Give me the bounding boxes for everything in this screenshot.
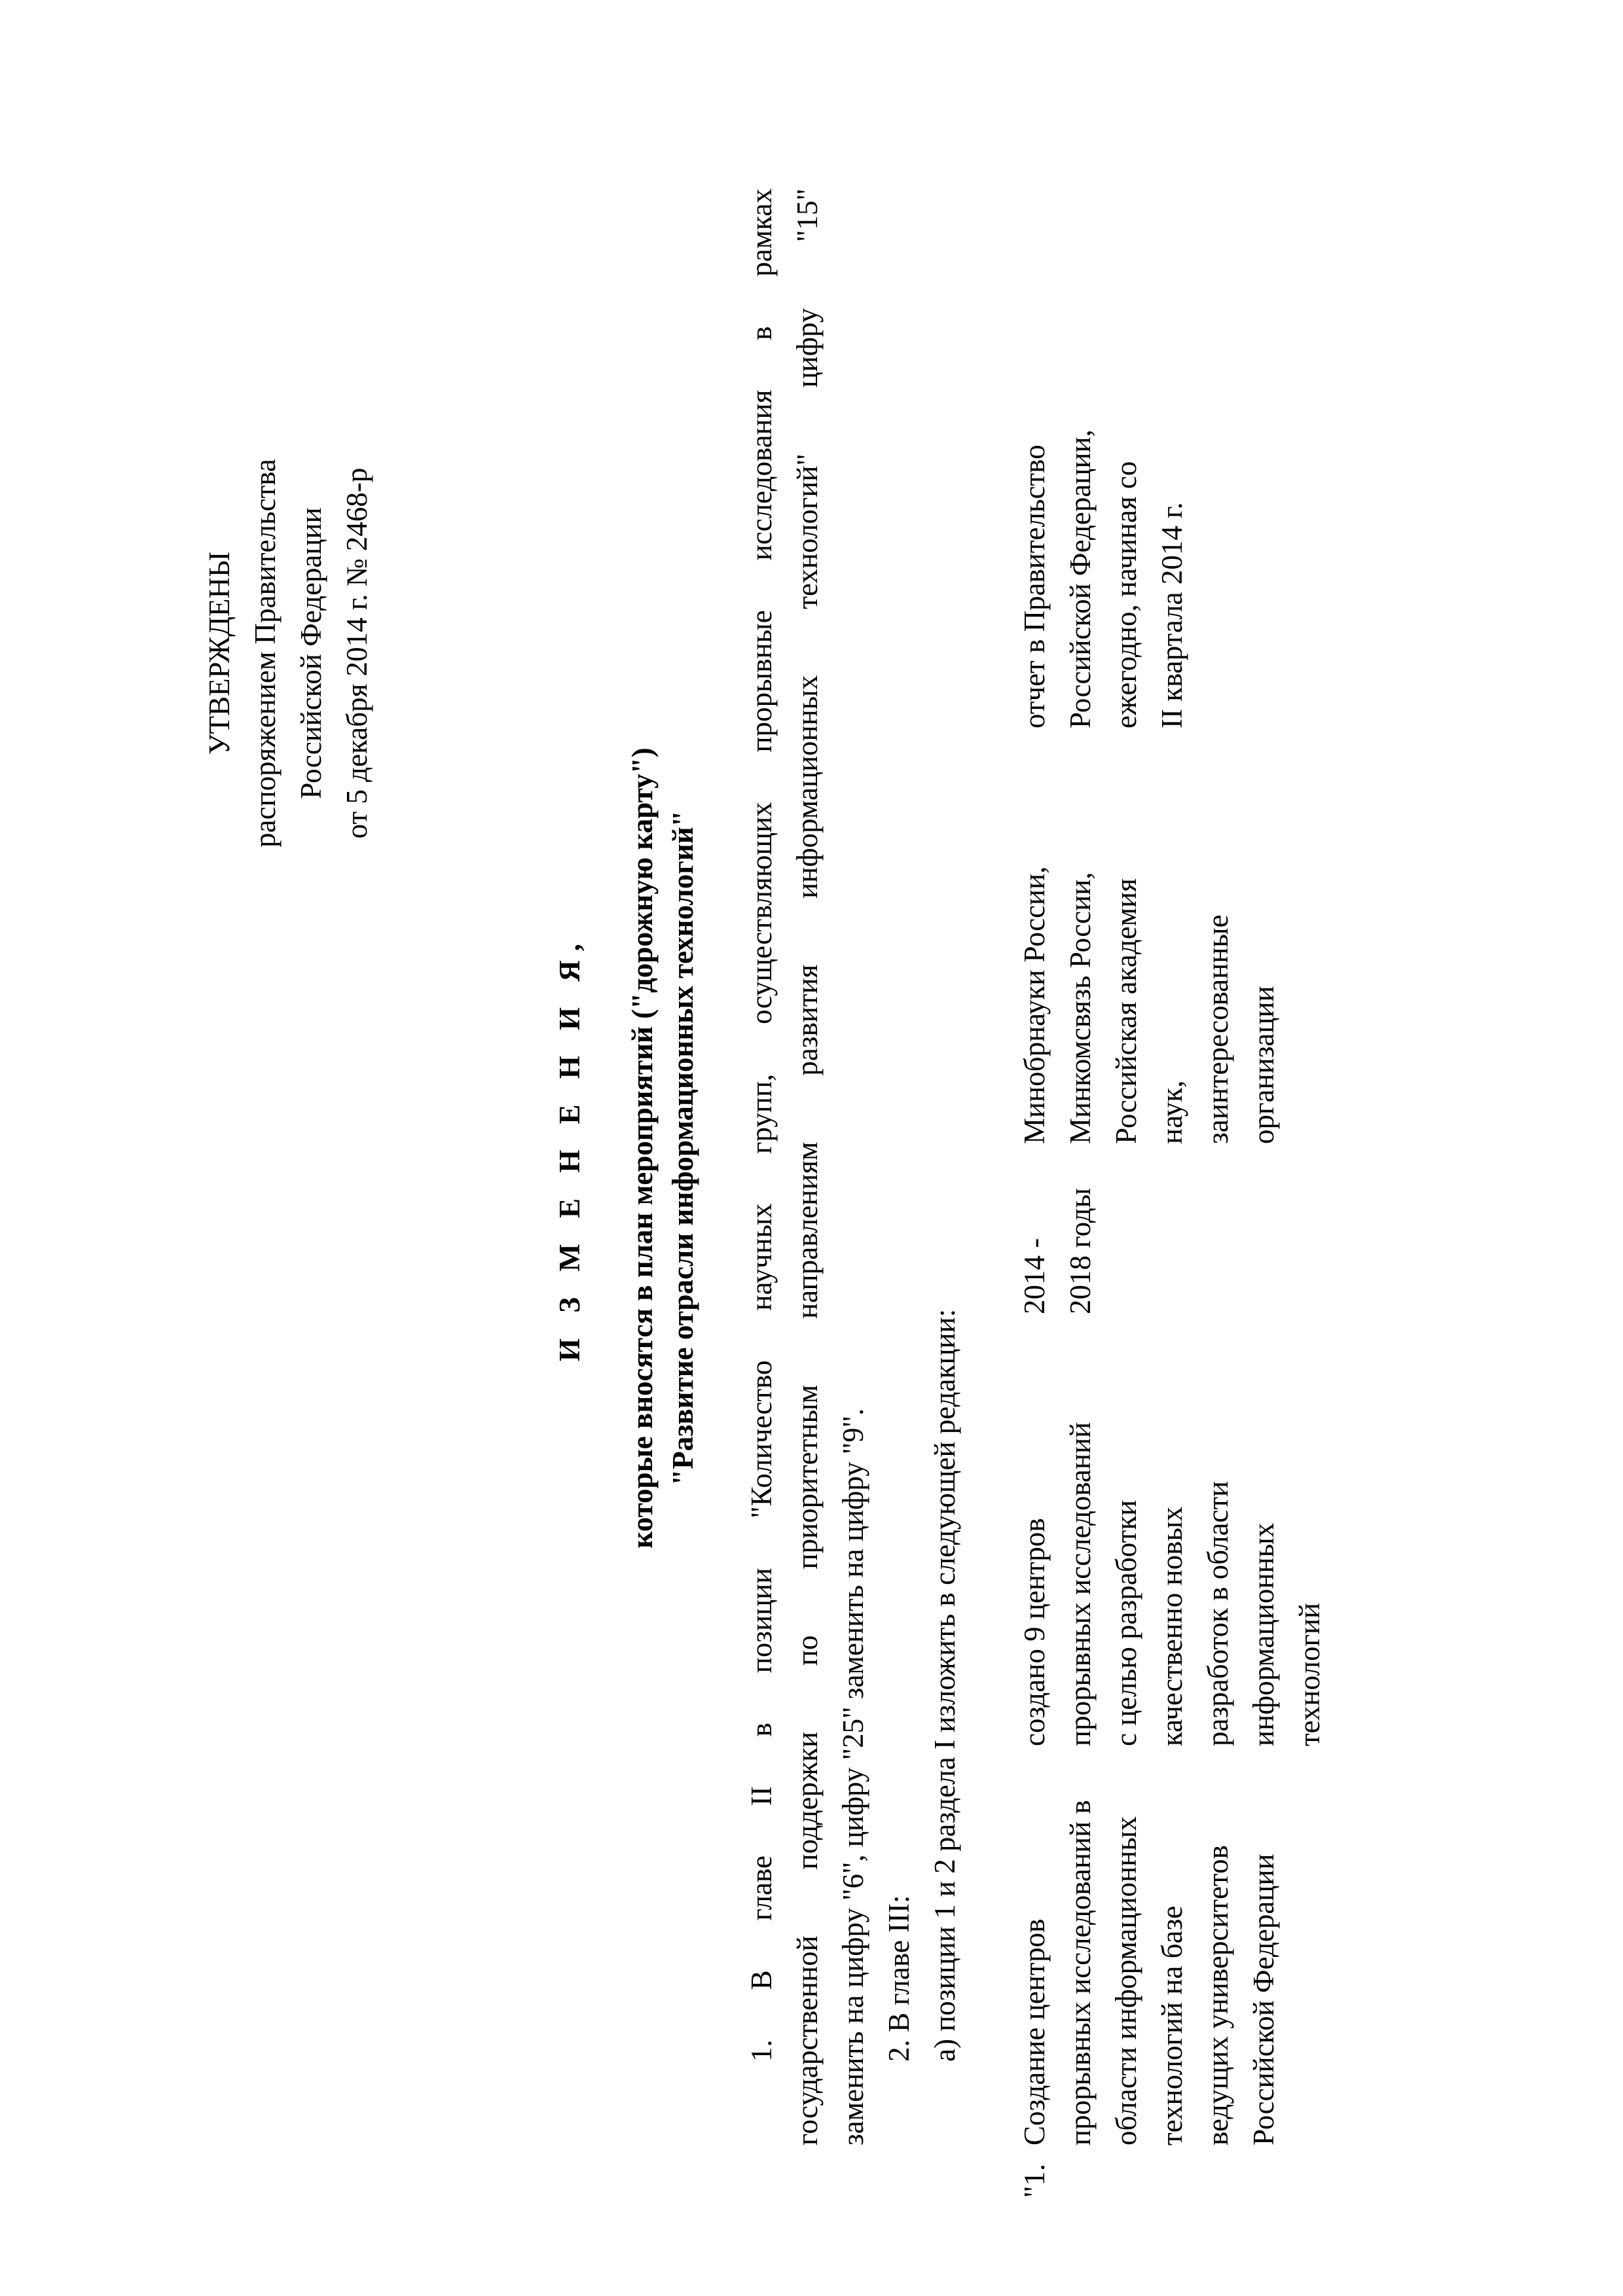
paragraph-1-line-2: государственной поддержки по приоритетным направлениям развития информационных технологий" цифру "15": [791, 188, 824, 2145]
responsible-line: Минобрнауки России,: [1018, 866, 1051, 1144]
activity-line: технологий на базе: [1156, 1905, 1188, 2145]
title-subtitle-2: "Развитие отрасли информационных технологий": [666, 810, 699, 1486]
period-line: 2018 годы: [1064, 1188, 1097, 1314]
result-cell: [1012, 1347, 1332, 1746]
report-line: Российской Федерации,: [1064, 429, 1097, 728]
result-line: создано 9 центров: [1018, 1518, 1051, 1746]
responsible-line: наук,: [1156, 1080, 1188, 1144]
responsible-line: заинтересованные: [1201, 914, 1234, 1144]
approval-line-1: УТВЕРЖДЕНЫ: [203, 551, 236, 755]
document-body: [739, 188, 968, 2145]
activity-cell: [1012, 1746, 1286, 2145]
responsible-cell: [1012, 751, 1286, 1144]
title-subtitle-1: которые вносятся в план мероприятий ("дорожную карту"): [626, 747, 659, 1549]
approval-line-3: Российской Федерации: [295, 507, 327, 799]
document-title: [543, 0, 703, 2296]
activity-line: Российской Федерации: [1247, 1854, 1280, 2145]
result-line: технологий: [1293, 1602, 1326, 1746]
report-line: отчет в Правительство: [1018, 444, 1051, 728]
activity-line: ведущих университетов: [1201, 1845, 1234, 2145]
approval-block: [196, 326, 380, 980]
row-number-text: "1.: [1018, 2163, 1051, 2198]
responsible-line: Минкомсвязь России,: [1064, 872, 1097, 1144]
approval-line-4: от 5 декабря 2014 г. № 2468-р: [340, 467, 373, 839]
report-line: II квартала 2014 г.: [1156, 502, 1188, 728]
report-cell: [1012, 336, 1195, 728]
result-line: качественно новых: [1156, 1506, 1188, 1746]
activity-line: Создание центров: [1018, 1918, 1051, 2145]
title-heading: И З М Е Н Е Н И Я,: [553, 935, 586, 1362]
activity-line: области информационных: [1110, 1816, 1142, 2145]
period-cell: [1012, 1177, 1103, 1314]
row-number: [1012, 2152, 1057, 2198]
result-line: информационных: [1247, 1522, 1280, 1746]
approval-line-2: распоряжением Правительства: [249, 459, 282, 848]
report-line: ежегодно, начиная со: [1110, 461, 1142, 728]
paragraph-1-line-1: 1. В главе II в позиции "Количество научных групп, осуществляющих прорывные исследования в рамках: [745, 188, 778, 2062]
paragraph-3: а) позиции 1 и 2 раздела I изложить в следующей редакции:: [928, 1308, 961, 2062]
activity-line: прорывных исследований в: [1064, 1800, 1097, 2145]
paragraph-1-line-3: заменить на цифру "6", цифру "25" заменить на цифру "9".: [837, 1408, 869, 2145]
result-line: с целью разработки: [1110, 1499, 1142, 1746]
result-line: прорывных исследований: [1064, 1422, 1097, 1746]
result-line: разработок в области: [1201, 1480, 1234, 1746]
responsible-line: организации: [1247, 986, 1280, 1144]
paragraph-2: 2. В главе III:: [883, 1895, 915, 2062]
responsible-line: Российская академия: [1110, 878, 1142, 1144]
period-line: 2014 -: [1018, 1238, 1051, 1314]
